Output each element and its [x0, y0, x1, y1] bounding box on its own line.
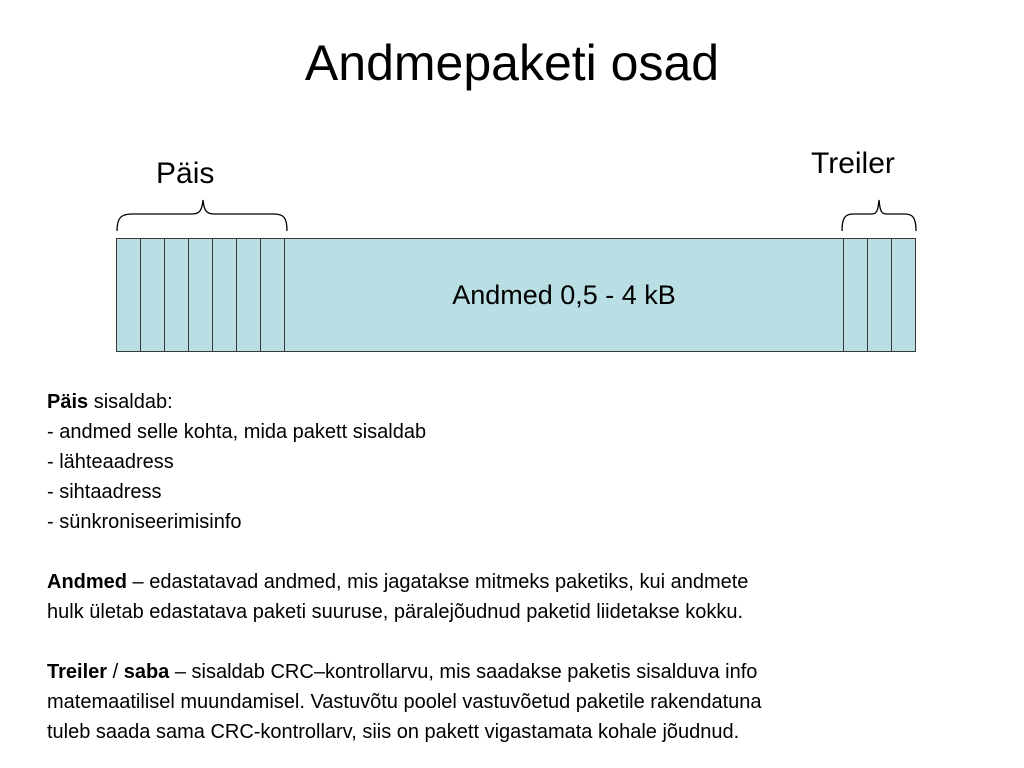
- description-text: [47, 387, 1007, 747]
- data-description: Andmed – edastatavad andmed, mis jagatakse mitmeks paketiks, kui andmete: [47, 571, 749, 593]
- data-packet-diagram: [116, 238, 916, 352]
- header-field: [213, 239, 237, 351]
- header-field: [261, 239, 285, 351]
- trailer-description-cont: tuleb saada sama CRC-kontrollarv, siis on pakett vigastamata kohale jõudnud.: [47, 721, 740, 743]
- trailer-brace: [838, 196, 920, 236]
- trailer-field: [844, 239, 868, 351]
- header-field: [189, 239, 213, 351]
- header-field: [237, 239, 261, 351]
- header-field: [141, 239, 165, 351]
- trailer-description-cont: matemaatilisel muundamisel. Vastuvõtu poolel vastuvõetud paketile rakendatuna: [47, 691, 762, 713]
- trailer-alt-term: saba: [123, 661, 170, 683]
- header-field: [117, 239, 141, 351]
- header-brace: [112, 196, 292, 236]
- trailer-field: [868, 239, 892, 351]
- data-term: Andmed: [47, 571, 127, 593]
- trailer-field: [892, 239, 915, 351]
- trailer-description: Treiler / saba – sisaldab CRC–kontrollarvu, mis saadakse paketis sisalduva info: [47, 661, 758, 683]
- list-item: - sihtaadress: [47, 481, 162, 503]
- list-item: - sünkroniseerimisinfo: [47, 511, 242, 533]
- header-term: Päis: [47, 391, 89, 413]
- list-item: - andmed selle kohta, mida pakett sisaldab: [47, 421, 427, 443]
- header-intro: Päis sisaldab:: [47, 391, 173, 413]
- header-label: Päis: [156, 157, 215, 190]
- data-label: Andmed 0,5 - 4 kB: [452, 280, 676, 310]
- data-section: [285, 239, 844, 351]
- trailer-term: Treiler: [47, 661, 108, 683]
- header-field: [165, 239, 189, 351]
- trailer-label: Treiler: [811, 147, 895, 180]
- list-item: - lähteaadress: [47, 451, 174, 473]
- slide-title: Andmepaketi osad: [304, 35, 720, 91]
- data-description-cont: hulk ületab edastatava paketi suuruse, päralejõudnud paketid liidetakse kokku.: [47, 601, 744, 623]
